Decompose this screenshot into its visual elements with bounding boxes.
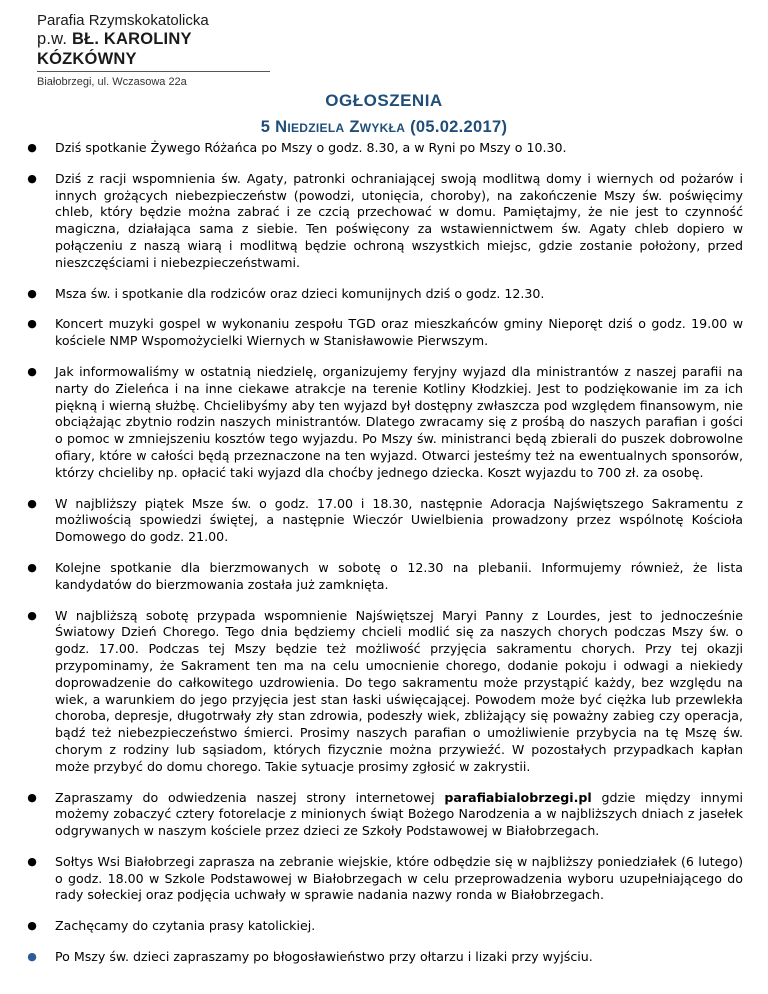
bullet-icon: ● bbox=[27, 496, 37, 510]
bullet-icon: ● bbox=[27, 171, 37, 185]
page-title: OGŁOSZENIA bbox=[325, 91, 443, 110]
notice-text: Jak informowaliśmy w ostatnią niedzielę, organizujemy feryjny wyjazd dla ministrantów z naszej parafii na narty do Zieleńca i na inne ciekawe atrakcje na terenie Kotliny Kłodzkiej. Jest to podziękowanie im za ich piękną i wierną służbę. Chcielibyśmy aby ten wyjazd był dostępny zwłaszcza pod względem finansowym, nie obciążając zbytnio rodzin naszych ministrantów. Dlatego zwracamy się z prośbą do naszych parafian i gości o pomoc w zmniejszeniu kosztów tego wyjazdu. Po Mszy św. ministranci będą zbierali do puszek dobrowolne ofiary, które w całości będą przeznaczone na ten wyjazd. Otwarci jesteśmy też na ewentualnych sponsorów, którzy chcieliby np. opłacić taki wyjazd dla choćby jednego dziecka. Koszt wyjazdu to 700 zł. za osobę. bbox=[55, 363, 743, 480]
notice-item bbox=[27, 790, 743, 840]
notice-text: Zachęcamy do czytania prasy katolickiej. bbox=[55, 918, 316, 934]
notice-item bbox=[27, 171, 743, 272]
notice-text-after: gdzie między innymi możemy zobaczyć cztery fotorelacje z minionych świąt Bożego Narodzenia a w najbliższych dniach z jasełek odgrywanych w naszym kościele przez dzieci ze Szkoły Podstawowej w Białobrzegach. bbox=[55, 789, 743, 839]
subtitle-number: 5 bbox=[260, 118, 271, 136]
notice-text: Kolejne spotkanie dla bierzmowanych w sobotę o 12.30 na plebanii. Informujemy również, że lista kandydatów do bierzmowania została już zamknięta. bbox=[55, 559, 743, 592]
subtitle-date: (05.02.2017) bbox=[410, 118, 508, 136]
notice-item bbox=[27, 854, 743, 904]
bullet-icon: ● bbox=[27, 919, 37, 933]
notice-item bbox=[27, 140, 743, 157]
bullet-icon: ● bbox=[27, 364, 37, 378]
bullet-icon: ● bbox=[27, 560, 37, 574]
bullet-icon: ● bbox=[27, 790, 37, 804]
notice-text: Msza św. i spotkanie dla rodziców oraz dzieci komunijnych dziś o godz. 12.30. bbox=[55, 285, 545, 301]
notice-text: Koncert muzyki gospel w wykonaniu zespołu TGD oraz mieszkańców gminy Nieporęt dziś o godz. 19.00 w kościele NMP Wspomożycielki Wiernych w Stanisławowie Pierwszym. bbox=[55, 316, 743, 349]
notice-item bbox=[27, 364, 743, 482]
parish-header bbox=[37, 12, 272, 89]
notice-item bbox=[27, 316, 743, 350]
notice-text-before: Zapraszamy do odwiedzenia naszej strony internetowej bbox=[55, 789, 445, 805]
notice-item bbox=[27, 286, 743, 303]
notice-text: Dziś spotkanie Żywego Różańca po Mszy o godz. 8.30, a w Ryni po Mszy o 10.30. bbox=[55, 140, 567, 155]
notice-item bbox=[27, 949, 743, 966]
notice-item bbox=[27, 608, 743, 776]
notices-list bbox=[27, 140, 743, 980]
page-subtitle bbox=[0, 117, 768, 137]
document-titles bbox=[0, 91, 768, 137]
header-divider bbox=[37, 71, 270, 72]
notice-text: Po Mszy św. dzieci zapraszamy po błogosławieństwo przy ołtarzu i lizaki przy wyjściu. bbox=[55, 949, 593, 965]
notice-text: W najbliższy piątek Msze św. o godz. 17.00 i 18.30, następnie Adoracja Najświętszego Sakramentu z możliwością spowiedzi świętej, a następnie Wieczór Uwielbienia prowadzony przez wspólnotę Kościoła Domowego do godz. 21.00. bbox=[55, 495, 743, 545]
bullet-icon: ● bbox=[27, 854, 37, 868]
parish-address: Białobrzegi, ul. Wczasowa 22a bbox=[37, 76, 187, 88]
notice-item bbox=[27, 560, 743, 594]
bullet-icon: ● bbox=[27, 608, 37, 622]
patron-prefix: p.w. bbox=[37, 30, 72, 48]
parish-patron-line bbox=[37, 29, 272, 69]
notice-text: W najbliższą sobotę przypada wspomnienie Najświętszej Maryi Panny z Lourdes, jest to jednocześnie Światowy Dzień Chorego. Tego dnia będziemy chcieli modlić się za naszych chorych podczas Mszy św. o godz. 17.00. Podczas tej Mszy będzie też możliwość przyjęcia sakramentu chorych. Przy tej okazji przypominamy, że Sakrament ten ma na celu umocnienie chorego, dodanie pokoju i odwagi a niekiedy doprowadzenie do całkowitego uzdrowienia. Do tego sakramentu może przystąpić każdy, bez względu na wiek, a warunkiem do jego przyjęcia jest stan łaski uświęcającej. Powodem może być ciężka lub przewlekła choroba, depresje, długotrwały zły stan zdrowia, podeszły wiek, zbliżający się poważny zabieg czy operacja, bądź też niebezpieczeństwo śmierci. Prosimy naszych parafian o umożliwienie przybycia na tę Mszę św. chorym z rodziny lub sąsiadom, których fizycznie można przywieźć. W pozostałych przypadkach kapłan może przybyć do domu chorego. Takie sytuacje prosimy zgłosić w zakrystii. bbox=[55, 607, 743, 774]
bullet-icon: ● bbox=[27, 286, 37, 300]
bullet-icon: ● bbox=[27, 141, 37, 154]
website-link[interactable]: parafiabialobrzegi.pl bbox=[444, 789, 592, 805]
patron-name: BŁ. KAROLINY KÓZKÓWNY bbox=[37, 30, 192, 68]
notice-text: Dziś z racji wspomnienia św. Agaty, patronki ochraniającej swoją modlitwą domy i wiernych od pożarów i innych grożących niebezpieczeństw (powodzi, utonięcia, choroby), na zakończenie Mszy św. poświęcimy chleb, który będzie można zabrać i ze czcią przechować w domu. Pamiętajmy, że nie jest to czynność magiczna, działająca sama z siebie. Ten poświęcony za wstawiennictwem św. Agaty chleb dopiero w połączeniu z naszą wiarą i modlitwą będzie ochroną wszystkich miejsc, gdzie zostanie położony, przed nieszczęściami i niebezpieczeństwami. bbox=[55, 170, 743, 270]
subtitle-word1: Niedziela bbox=[275, 118, 345, 136]
bullet-icon: ● bbox=[27, 950, 37, 964]
parish-name-line: Parafia Rzymskokatolicka bbox=[37, 12, 209, 29]
notice-item bbox=[27, 496, 743, 546]
subtitle-word2: Zwykła bbox=[349, 118, 406, 136]
notice-item bbox=[27, 918, 743, 935]
notice-text: Sołtys Wsi Białobrzegi zaprasza na zebranie wiejskie, które odbędzie się w najbliższy poniedziałek (6 lutego) o godz. 18.00 w Szkole Podstawowej w Białobrzegach w celu przeprowadzenia wyboru uzupełniającego do rady sołeckiej oraz podjęcia uchwały w sprawie nadania nazwy ronda w Białobrzegach. bbox=[55, 853, 743, 903]
bullet-icon: ● bbox=[27, 317, 37, 331]
notice-text bbox=[55, 790, 743, 840]
